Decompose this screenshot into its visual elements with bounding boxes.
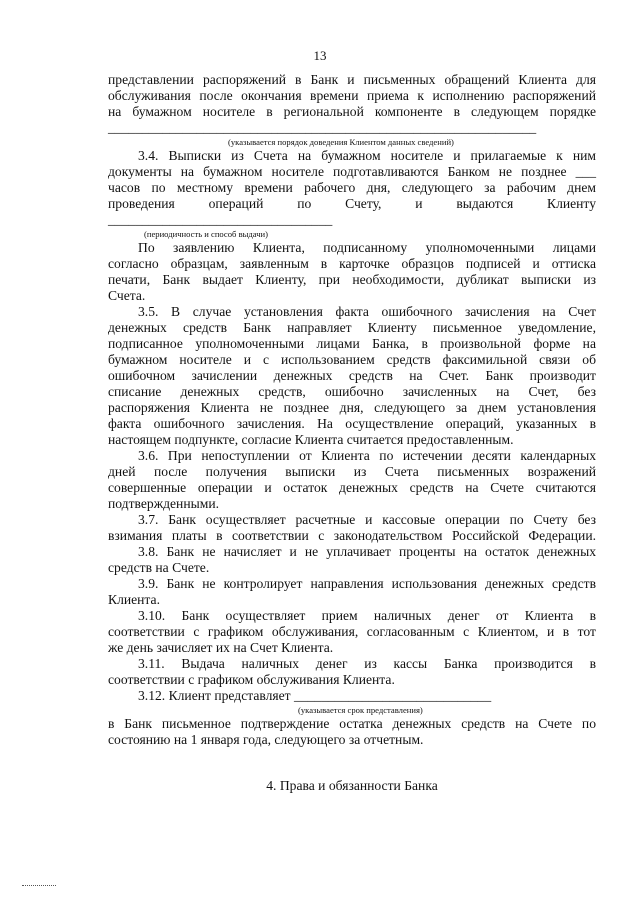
text-line: соответствии с графиком обслуживания, согласованным с Клиентом, и в тот [108,624,596,639]
text-line: 3.8. Банк не начисляет и не уплачивает проценты на остаток денежных [138,544,596,559]
text-line: настоящем подпункте, согласие Клиента считается предоставленным. [108,432,514,447]
field-caption: (периодичность и способ выдачи) [144,229,269,239]
text-line: 3.9. Банк не контролирует направления использования денежных средств [138,576,596,591]
text-line: соответствии с графиком обслуживания Клиента. [108,672,395,687]
spacer [108,748,596,778]
text-line: подписанное уполномоченными лицами Банка, в произвольной форме на [108,336,596,351]
text-line: факта ошибочного зачисления. На осуществление операций, указанных в [108,416,596,431]
text-line: денежных средств Банк направляет Клиенту письменное уведомление, [108,320,596,335]
text-line: 3.11. Выдача наличных денег из кассы Банка производится в [138,656,596,671]
footnote-separator [22,885,56,886]
text-line: _________________________________ [108,212,333,227]
text-line: подтвержденными. [108,496,220,511]
text-line: дней после получения выписки из Счета письменных возражений [108,464,596,479]
section-heading: 4. Права и обязанности Банка [266,778,438,793]
text-line: ошибочном зачислении денежных средств на Счет. Банк производит [108,368,596,383]
text-line: 3.5. В случае установления факта ошибочного зачисления на Счет [138,304,596,319]
text-line: 3.7. Банк осуществляет расчетные и кассовые операции по Счету без [138,512,596,527]
page-number: 13 [313,48,327,63]
text-line: средств на Счете. [108,560,210,575]
text-line: документы на бумажном носителе подготавливаются Банком не позднее ___ [108,164,596,179]
text-line: списание денежных средств, ошибочно зачисленных на Счет, без [108,384,596,399]
field-caption: (указывается порядок доведения Клиентом данных сведений) [228,137,454,147]
text-line: в Банк письменное подтверждение остатка денежных средств на Счете по [108,716,596,731]
text-line: _______________________________________________________________ [108,120,537,135]
text-line: же день зачисляет их на Счет Клиента. [108,640,334,655]
text-line: на бумажном носителе в региональной компоненте в следующем порядке [108,104,596,119]
text-line: часов по местному времени рабочего дня, следующего за рабочим днем [108,180,596,195]
text-line: согласно образцам, заявленным в карточке образцов подписей и оттиска [108,256,596,271]
text-line: состоянию на 1 января года, следующего за отчетным. [108,732,424,747]
document-body [108,72,596,794]
text-line: представлении распоряжений в Банк и письменных обращений Клиента для [108,72,596,87]
text-line: проведения операций по Счету, и выдаются Клиенту [108,196,596,211]
text-line: 3.10. Банк осуществляет прием наличных денег от Клиента в [138,608,596,623]
text-line: По заявлению Клиента, подписанному уполномоченными лицами [138,240,596,255]
text-line: 3.4. Выписки из Счета на бумажном носителе и прилагаемые к ним [138,148,596,163]
text-line: 3.12. Клиент представляет _____________________________ [138,688,492,703]
field-caption: (указывается срок представления) [298,705,423,715]
text-line: Клиента. [108,592,160,607]
text-line: распоряжения Клиента не позднее дня, следующего за днем установления [108,400,596,415]
text-line: бумажном носителе и с использованием средств факсимильной связи об [108,352,596,367]
text-line: обслуживания после окончания времени приема к исполнению распоряжений [108,88,596,103]
text-line: совершенные операции и остаток денежных средств на Счете считаются [108,480,596,495]
text-line: взимания платы в соответствии с законодательством Российской Федерации. [108,528,596,543]
text-line: 3.6. При непоступлении от Клиента по истечении десяти календарных [138,448,596,463]
text-line: Счета. [108,288,146,303]
text-line: печати, Банк выдает Клиенту, при необходимости, дубликат выписки из [108,272,596,287]
